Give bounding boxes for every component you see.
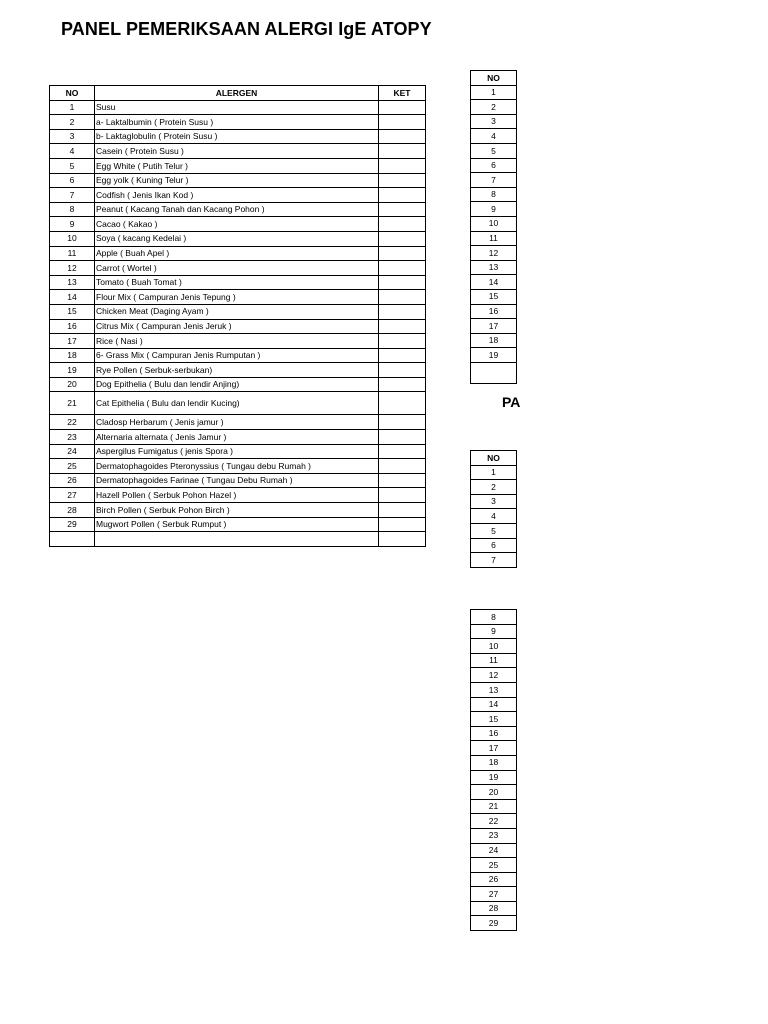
row-number: 29 (471, 916, 517, 931)
allergen-name: Birch Pollen ( Serbuk Pohon Birch ) (95, 503, 379, 518)
allergen-name: Dermatophagoides Pteronyssius ( Tungau debu Rumah ) (95, 459, 379, 474)
allergen-name: Dog Epithelia ( Bulu dan lendir Anjing) (95, 377, 379, 392)
allergen-name: Soya ( kacang Kedelai ) (95, 231, 379, 246)
row-number: 5 (471, 143, 517, 158)
side-number-table-1-body (471, 85, 517, 383)
table-row (50, 392, 426, 415)
row-number: 24 (50, 444, 95, 459)
ket-cell (379, 261, 426, 276)
row-number: 29 (50, 517, 95, 532)
row-number: 1 (471, 465, 517, 480)
table-row (471, 333, 517, 348)
allergen-name: Chicken Meat (Daging Ayam ) (95, 304, 379, 319)
table-row (471, 785, 517, 800)
row-number: 3 (50, 129, 95, 144)
ket-cell (379, 144, 426, 159)
table-row (471, 100, 517, 115)
row-number: 23 (471, 828, 517, 843)
row-number: 2 (471, 480, 517, 495)
row-number: 8 (471, 610, 517, 625)
table-row (50, 503, 426, 518)
ket-cell (379, 517, 426, 532)
ket-cell (379, 173, 426, 188)
table-row (471, 304, 517, 319)
row-number: 10 (471, 216, 517, 231)
row-number: 7 (471, 553, 517, 568)
ket-cell (379, 115, 426, 130)
header-no: NO (50, 86, 95, 101)
row-number: 26 (471, 872, 517, 887)
row-number: 21 (50, 392, 95, 415)
table-row (471, 799, 517, 814)
table-row (471, 726, 517, 741)
empty-row (50, 532, 426, 547)
table-row (50, 217, 426, 232)
table-row (471, 828, 517, 843)
allergen-name: Egg yolk ( Kuning Telur ) (95, 173, 379, 188)
row-number: 19 (471, 770, 517, 785)
allergen-name: Codfish ( Jenis Ikan Kod ) (95, 188, 379, 203)
row-number: 17 (471, 741, 517, 756)
row-number (471, 362, 517, 383)
side-panel-heading: PA (502, 394, 521, 410)
row-number: 10 (471, 639, 517, 654)
table-row (471, 538, 517, 553)
table-row (471, 494, 517, 509)
table-row (471, 143, 517, 158)
row-number: 18 (50, 348, 95, 363)
table-row (50, 202, 426, 217)
page-title: PANEL PEMERIKSAAN ALERGI IgE ATOPY (61, 19, 432, 39)
allergen-name: Hazell Pollen ( Serbuk Pohon Hazel ) (95, 488, 379, 503)
row-number: 2 (471, 100, 517, 115)
allergen-name: Aspergilus Fumigatus ( jenis Spora ) (95, 444, 379, 459)
table-row (50, 319, 426, 334)
header-no: NO (471, 451, 517, 466)
row-number: 11 (50, 246, 95, 261)
table-row (50, 115, 426, 130)
row-number: 25 (50, 459, 95, 474)
ket-cell (379, 319, 426, 334)
row-number: 7 (50, 188, 95, 203)
table-row (471, 319, 517, 334)
table-row (471, 653, 517, 668)
table-row (471, 872, 517, 887)
table-row (50, 430, 426, 445)
table-row (50, 348, 426, 363)
row-number: 11 (471, 653, 517, 668)
header-ket: KET (379, 86, 426, 101)
ket-cell (379, 415, 426, 430)
allergen-name: Alternaria alternata ( Jenis Jamur ) (95, 430, 379, 445)
table-row (471, 523, 517, 538)
table-header-row (471, 451, 517, 466)
row-number: 13 (471, 682, 517, 697)
allergen-name: Carrot ( Wortel ) (95, 261, 379, 276)
table-row (471, 246, 517, 261)
table-row (471, 916, 517, 931)
allergen-table (49, 85, 426, 547)
ket-cell (379, 202, 426, 217)
empty-row (471, 362, 517, 383)
allergen-name: Rye Pollen ( Serbuk-serbukan) (95, 363, 379, 378)
ket-cell (379, 158, 426, 173)
table-row (471, 289, 517, 304)
table-row (471, 465, 517, 480)
side-number-table-2-body (471, 465, 517, 567)
ket-cell (379, 304, 426, 319)
ket-cell (379, 363, 426, 378)
table-row (50, 290, 426, 305)
row-number: 14 (471, 697, 517, 712)
allergen-name: a- Laktalbumin ( Protein Susu ) (95, 115, 379, 130)
row-number: 5 (50, 158, 95, 173)
table-row (471, 858, 517, 873)
row-number: 4 (50, 144, 95, 159)
row-number: 21 (471, 799, 517, 814)
side-number-table-2 (470, 450, 517, 568)
row-number: 12 (50, 261, 95, 276)
row-number: 20 (471, 785, 517, 800)
allergen-name: Tomato ( Buah Tomat ) (95, 275, 379, 290)
table-row (50, 246, 426, 261)
table-row (471, 712, 517, 727)
row-number: 27 (471, 887, 517, 902)
row-number: 26 (50, 473, 95, 488)
table-header-row (50, 86, 426, 101)
table-row (50, 100, 426, 115)
table-row (50, 129, 426, 144)
table-row (50, 275, 426, 290)
table-row (471, 770, 517, 785)
table-row (471, 216, 517, 231)
allergen-name: Cacao ( Kakao ) (95, 217, 379, 232)
ket-cell (379, 348, 426, 363)
ket-cell (379, 444, 426, 459)
row-number: 24 (471, 843, 517, 858)
allergen-name: Casein ( Protein Susu ) (95, 144, 379, 159)
row-number: 4 (471, 509, 517, 524)
row-number: 8 (471, 187, 517, 202)
row-number: 17 (50, 334, 95, 349)
row-number: 28 (471, 901, 517, 916)
table-row (471, 624, 517, 639)
table-row (471, 553, 517, 568)
table-row (50, 517, 426, 532)
table-row (50, 261, 426, 276)
allergen-table-body (50, 100, 426, 546)
table-row (471, 231, 517, 246)
row-number: 15 (471, 289, 517, 304)
table-row (471, 755, 517, 770)
allergen-name: 6- Grass Mix ( Campuran Jenis Rumputan ) (95, 348, 379, 363)
ket-cell (379, 334, 426, 349)
ket-cell (379, 231, 426, 246)
row-number: 25 (471, 858, 517, 873)
allergen-name: Cladosp Herbarum ( Jenis jamur ) (95, 415, 379, 430)
row-number: 10 (50, 231, 95, 246)
side-number-table-1 (470, 70, 517, 384)
row-number: 8 (50, 202, 95, 217)
table-row (471, 348, 517, 363)
table-row (471, 682, 517, 697)
row-number: 20 (50, 377, 95, 392)
row-number: 9 (50, 217, 95, 232)
ket-cell (379, 275, 426, 290)
table-row (471, 509, 517, 524)
ket-cell (379, 377, 426, 392)
table-row (471, 741, 517, 756)
table-row (50, 304, 426, 319)
row-number: 6 (471, 158, 517, 173)
ket-cell (379, 430, 426, 445)
table-row (471, 158, 517, 173)
row-number: 13 (471, 260, 517, 275)
table-row (471, 697, 517, 712)
row-number: 22 (471, 814, 517, 829)
row-number: 9 (471, 202, 517, 217)
table-row (471, 843, 517, 858)
table-row (50, 473, 426, 488)
table-row (50, 158, 426, 173)
ket-cell (379, 473, 426, 488)
table-row (471, 260, 517, 275)
allergen-name: Egg White ( Putih Telur ) (95, 158, 379, 173)
row-number: 16 (50, 319, 95, 334)
ket-cell (379, 217, 426, 232)
row-number: 12 (471, 668, 517, 683)
table-row (50, 334, 426, 349)
allergen-name: b- Laktaglobulin ( Protein Susu ) (95, 129, 379, 144)
table-row (471, 114, 517, 129)
row-number: 17 (471, 319, 517, 334)
table-row (471, 901, 517, 916)
row-number: 3 (471, 494, 517, 509)
ket-cell (379, 503, 426, 518)
table-row (471, 187, 517, 202)
table-row (50, 488, 426, 503)
allergen-name: Mugwort Pollen ( Serbuk Rumput ) (95, 517, 379, 532)
allergen-name: Peanut ( Kacang Tanah dan Kacang Pohon ) (95, 202, 379, 217)
row-number: 6 (50, 173, 95, 188)
row-number: 14 (471, 275, 517, 290)
table-row (50, 231, 426, 246)
header-allergen: ALERGEN (95, 86, 379, 101)
ket-cell (379, 129, 426, 144)
row-number: 7 (471, 173, 517, 188)
row-number: 11 (471, 231, 517, 246)
row-number: 16 (471, 304, 517, 319)
row-number: 28 (50, 503, 95, 518)
table-row (50, 459, 426, 474)
table-row (471, 173, 517, 188)
row-number: 15 (471, 712, 517, 727)
allergen-name: Rice ( Nasi ) (95, 334, 379, 349)
table-row (471, 639, 517, 654)
allergen-name: Citrus Mix ( Campuran Jenis Jeruk ) (95, 319, 379, 334)
row-number: 19 (471, 348, 517, 363)
row-number: 3 (471, 114, 517, 129)
row-number: 22 (50, 415, 95, 430)
ket-cell (379, 246, 426, 261)
table-header-row (471, 71, 517, 86)
allergen-name: Susu (95, 100, 379, 115)
table-row (50, 444, 426, 459)
row-number: 1 (471, 85, 517, 100)
row-number: 27 (50, 488, 95, 503)
ket-cell (379, 290, 426, 305)
ket-cell (379, 188, 426, 203)
table-row (471, 887, 517, 902)
table-row (471, 814, 517, 829)
table-row (50, 415, 426, 430)
row-number: 12 (471, 246, 517, 261)
ket-cell (379, 488, 426, 503)
table-row (50, 363, 426, 378)
ket-cell (379, 459, 426, 474)
row-number (50, 532, 95, 547)
ket-cell (379, 532, 426, 547)
ket-cell (379, 392, 426, 415)
row-number: 18 (471, 755, 517, 770)
row-number: 16 (471, 726, 517, 741)
row-number: 4 (471, 129, 517, 144)
row-number: 5 (471, 523, 517, 538)
table-row (471, 480, 517, 495)
row-number: 13 (50, 275, 95, 290)
row-number: 18 (471, 333, 517, 348)
table-row (50, 144, 426, 159)
allergen-name: Cat Epithelia ( Bulu dan lendir Kucing) (95, 392, 379, 415)
row-number: 1 (50, 100, 95, 115)
table-row (471, 202, 517, 217)
table-row (471, 129, 517, 144)
table-row (471, 275, 517, 290)
header-no: NO (471, 71, 517, 86)
table-row (50, 377, 426, 392)
row-number: 6 (471, 538, 517, 553)
table-row (50, 173, 426, 188)
table-row (471, 610, 517, 625)
allergen-name: Apple ( Buah Apel ) (95, 246, 379, 261)
row-number: 19 (50, 363, 95, 378)
row-number: 15 (50, 304, 95, 319)
allergen-name: Flour Mix ( Campuran Jenis Tepung ) (95, 290, 379, 305)
row-number: 9 (471, 624, 517, 639)
table-row (471, 668, 517, 683)
ket-cell (379, 100, 426, 115)
row-number: 23 (50, 430, 95, 445)
table-row (50, 188, 426, 203)
allergen-name: Dermatophagoides Farinae ( Tungau Debu Rumah ) (95, 473, 379, 488)
row-number: 14 (50, 290, 95, 305)
side-number-table-3 (470, 609, 517, 931)
allergen-name (95, 532, 379, 547)
row-number: 2 (50, 115, 95, 130)
side-number-table-3-body (471, 610, 517, 931)
table-row (471, 85, 517, 100)
